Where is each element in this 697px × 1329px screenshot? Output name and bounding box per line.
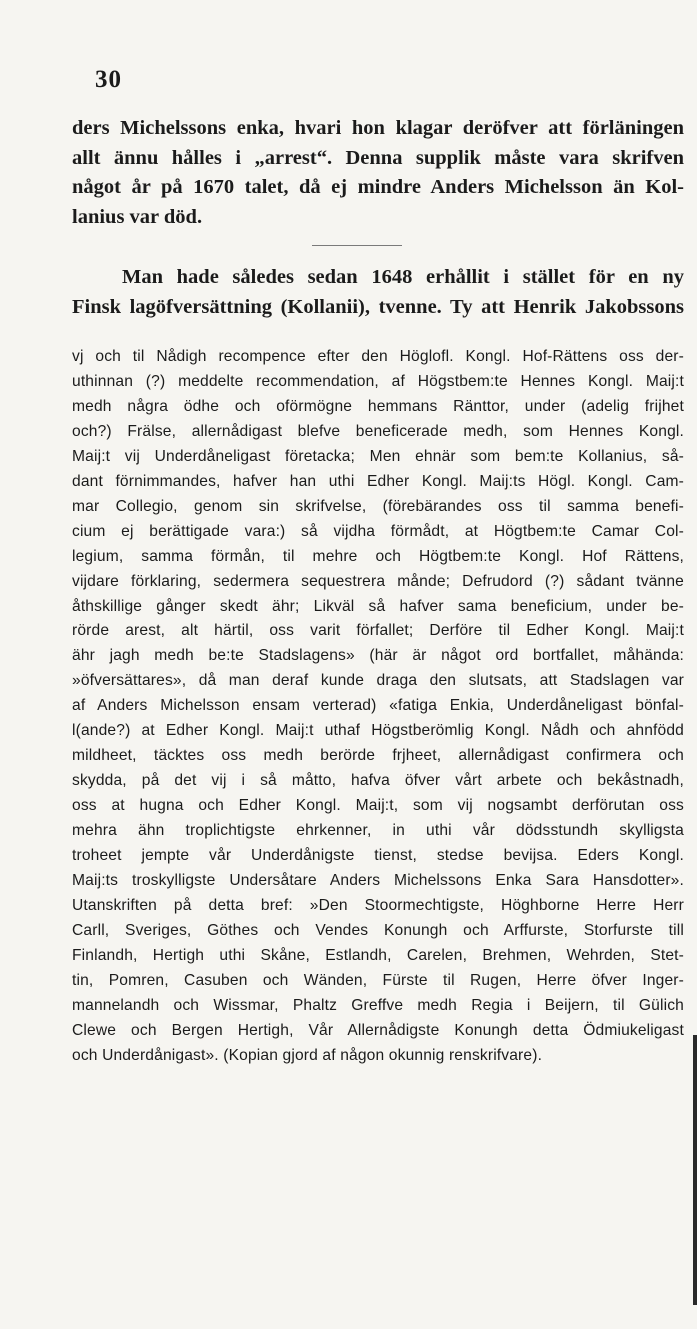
quote-line: legium, samma förmån, til mehre och Högtbem:te Kongl. Hof Rättens, [72,547,684,565]
quote-line: Clewe och Bergen Hertigh, Vår Allernådigste Konungh detta Ödmiukeligast [72,1021,684,1039]
quote-line: Carll, Sveriges, Göthes och Vendes Konungh och Arffurste, Storfurste till [72,921,684,939]
paragraph-2 [72,263,684,322]
quote-line: cium ej berättigade vara:) så vijdha förmådt, at Högtbem:te Camar Col- [72,522,684,540]
quote-line: Utanskriften på detta bref: »Den Stoormechtigste, Höghborne Herre Herr [72,896,684,914]
quote-line: tin, Pomren, Casuben och Wänden, Fürste til Rugen, Herre öfver Inger- [72,971,684,989]
quote-line: dant förnimmandes, hafver han uthi Edher Kongl. Maij:ts Högl. Kongl. Cam- [72,472,684,490]
text-line: ders Michelssons enka, hvari hon klagar deröfver att förläningen [72,117,684,139]
quote-line: och?) Frälse, allernådigast blefve beneficerade medh, som Hennes Kongl. [72,422,684,440]
quote-line: ähr jagh medh be:te Stadslagens» (här är något ord bortfallet, måhända: [72,647,684,665]
quote-line: och Underdånigast». (Kopian gjord af någon okunnig renskrifvare). [72,1046,543,1064]
quote-line: l(ande?) at Edher Kongl. Maij:t uthaf Högstberömlig Kongl. Nådh och ahnfödd [72,722,684,740]
quote-line: mannelandh och Wissmar, Phaltz Greffve medh Regia i Beijern, til Gülich [72,996,684,1014]
quote-line: åthskillige gånger skedt ähr; Likväl så hafver sama beneficium, under be- [72,597,684,615]
quote-line: mar Collegio, genom sin skrifvelse, (förebärandes oss til samma benefi- [72,497,684,515]
quote-line: mehra ähn troplichtigste ehrkenner, in uthi vår dödsstundh skylligsta [72,822,684,840]
quote-line: af Anders Michelsson ensam verterad) «fatiga Enkia, Underdåneligast bönfal- [72,697,684,715]
quote-line: vijdare förklaring, sedermera sequestrera månde; Defrudord (?) sådant tvänne [72,572,684,590]
quote-line: Maij:t vij Underdåneligast företacka; Men ehnär som bem:te Kollanius, så- [72,447,684,465]
text-line: lanius var död. [72,206,203,229]
text-line: Finsk lagöfversättning (Kollanii), tvenne. Ty att Henrik Jakobssons [72,295,684,318]
divider-line [312,245,402,246]
quote-line: mildheet, täcktes oss medh berörde frjheet, allernådigast confirmera och [72,747,684,765]
paragraph-1 [72,114,684,233]
text-line: allt ännu hålles i „arrest“. Denna supplik måste vara skrifven [72,146,684,169]
quote-line: skydda, på det vij i så måtto, hafva öfver vårt arbete och bekåstnadh, [72,772,684,790]
text-line: Man hade således sedan 1648 erhållit i stället för en ny [122,266,684,288]
quote-line: »öfversättares», då man deraf kunde draga den slutsats, att Stadslagen var [72,672,684,690]
quote-line: troheet jempte vår Underdånigste tienst, stedse bevijsa. Eders Kongl. [72,847,684,865]
text-line: något år på 1670 talet, då ej mindre Anders Michelsson än Kol- [72,176,684,199]
quote-line: uthinnan (?) meddelte recommendation, af Högstbem:te Hennes Kongl. Maij:t [72,372,684,390]
quote-line: Maij:ts troskylligste Undersåtare Anders Michelssons Enka Sara Hansdotter». [72,872,684,890]
quote-line: vj och til Nådigh recompence efter den Höglofl. Kongl. Hof-Rättens oss der- [72,348,684,365]
page-number: 30 [95,66,122,93]
quote-line: medh några ödhe och oförmögne hemmans Ränttor, under (adelig frijhet [72,397,684,415]
quote-line: rörde arest, alt härtil, oss varit förfallet; Derföre til Edher Kongl. Maij:t [72,622,684,640]
quote-line: oss at hugna och Edher Kongl. Maij:t, som vij nogsambt derförutan oss [72,797,684,815]
page-edge-shadow [693,1035,697,1305]
quoted-letter [72,345,684,1069]
quote-line: Finlandh, Hertigh uthi Skåne, Estlandh, Carelen, Brehmen, Wehrden, Stet- [72,946,684,964]
